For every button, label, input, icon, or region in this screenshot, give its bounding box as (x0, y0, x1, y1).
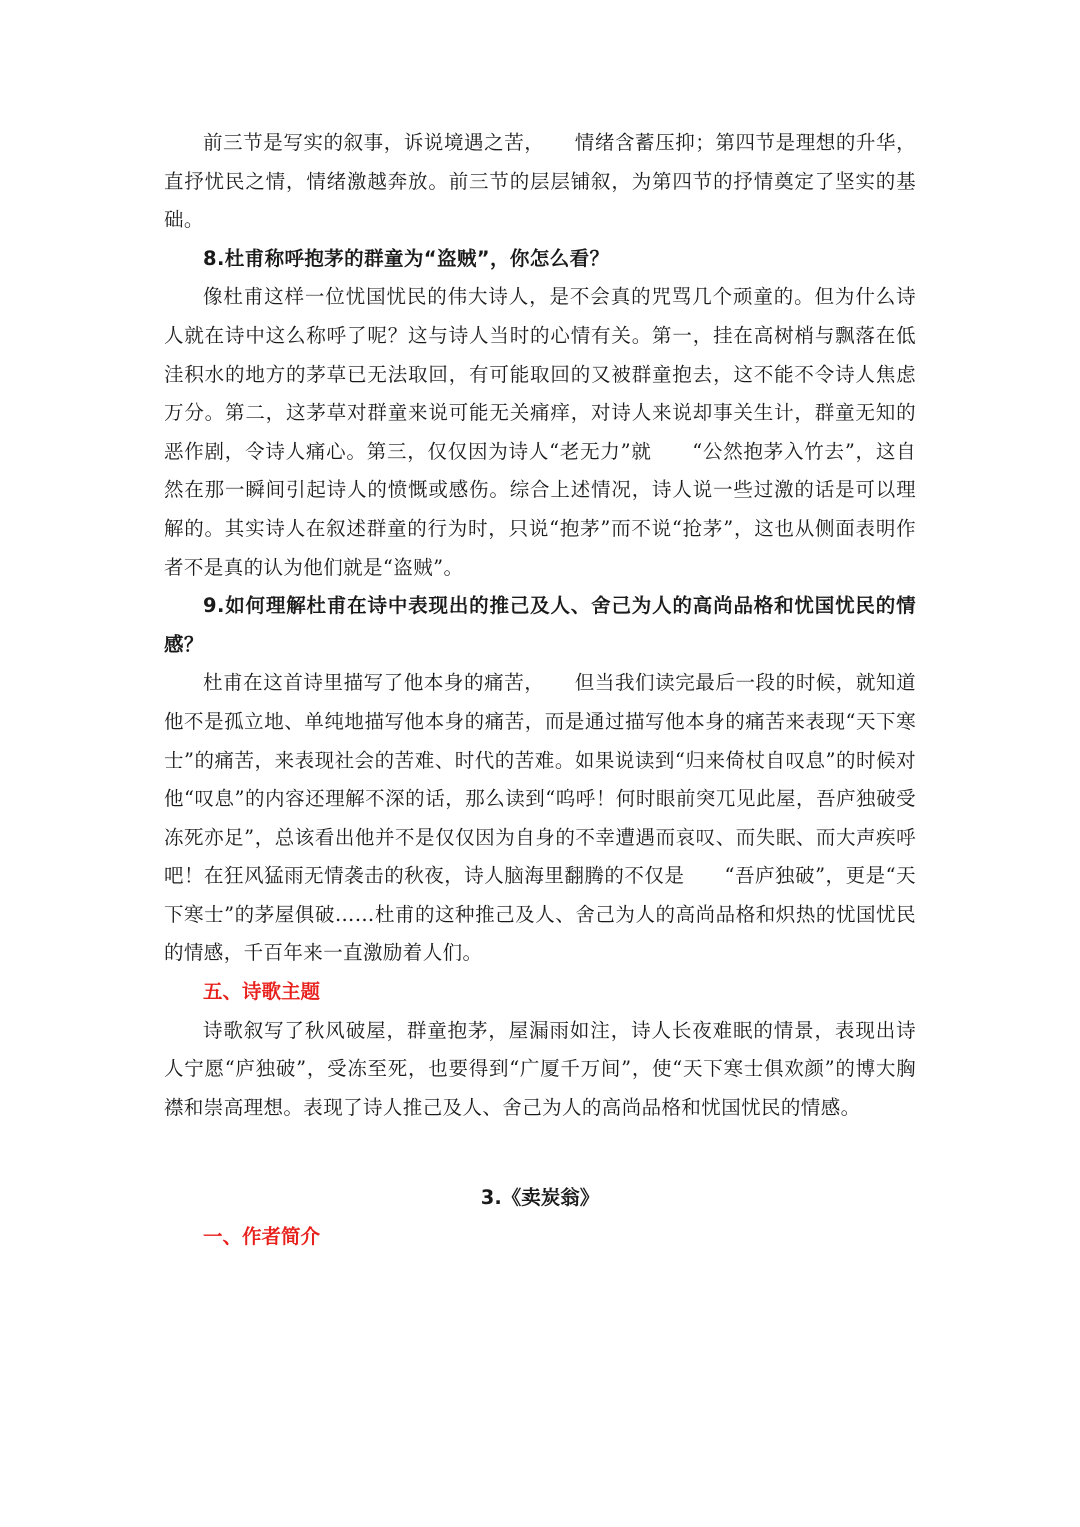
page-content (164, 124, 916, 1257)
answer-8: 像杜甫这样一位忧国忧民的伟大诗人，是不会真的咒骂几个顽童的。但为什么诗人就在诗中这么称呼了呢？这与诗人当时的心情有关。第一，挂在高树梢与飘落在低洼积水的地方的茅草已无法取回，有可能取回的又被群童抱去，这不能不令诗人焦虑万分。第二，这茅草对群童来说可能无关痛痒，对诗人来说却事关生计，群童无知的恶作剧，令诗人痛心。第三，仅仅因为诗人“老无力”就 “公然抱茅入竹去”，这自然在那一瞬间引起诗人的愤慨或感伤。综合上述情况，诗人说一些过激的话是可以理解的。其实诗人在叙述群童的行为时，只说“抱茅”而不说“抢茅”，这也从侧面表明作者不是真的认为他们就是“盗贼”。 (164, 285, 916, 579)
intro-paragraph: 前三节是写实的叙事，诉说境遇之苦， 情绪含蓄压抑；第四节是理想的升华，直抒忧民之情，情绪激越奔放。前三节的层层铺叙，为第四节的抒情奠定了坚实的基础。 (164, 131, 916, 232)
lesson-title: 3.《卖炭翁》 (480, 1186, 600, 1210)
section-heading-theme: 五、诗歌主题 (203, 980, 321, 1004)
question-9: 9.如何理解杜甫在诗中表现出的推己及人、舍己为人的高尚品格和忧国忧民的情感？ (164, 594, 916, 656)
section-heading-author: 一、作者简介 (203, 1225, 321, 1249)
question-8: 8.杜甫称呼抱茅的群童为“盗贼”，你怎么看？ (203, 246, 610, 270)
theme-paragraph: 诗歌叙写了秋风破屋，群童抱茅，屋漏雨如注，诗人长夜难眠的情景，表现出诗人宁愿“庐独破”，受冻至死，也要得到“广厦千万间”，使“天下寒士俱欢颜”的博大胸襟和崇高理想。表现了诗人推己及人、舍己为人的高尚品格和忧国忧民的情感。 (164, 1018, 916, 1119)
answer-9: 杜甫在这首诗里描写了他本身的痛苦， 但当我们读完最后一段的时候，就知道他不是孤立地、单纯地描写他本身的痛苦，而是通过描写他本身的痛苦来表现“天下寒士”的痛苦，来表现社会的苦难、时代的苦难。如果说读到“归来倚杖自叹息”的时候对他“叹息”的内容还理解不深的话，那么读到“呜呼！何时眼前突兀见此屋，吾庐独破受冻死亦足”，总该看出他并不是仅仅因为自身的不幸遭遇而哀叹、而失眠、而大声疾呼吧！在狂风猛雨无情袭击的秋夜，诗人脑海里翻腾的不仅是 “吾庐独破”，更是“天下寒士”的茅屋俱破……杜甫的这种推己及人、舍己为人的高尚品格和炽热的忧国忧民的情感，千百年来一直激励着人们。 (164, 671, 916, 965)
